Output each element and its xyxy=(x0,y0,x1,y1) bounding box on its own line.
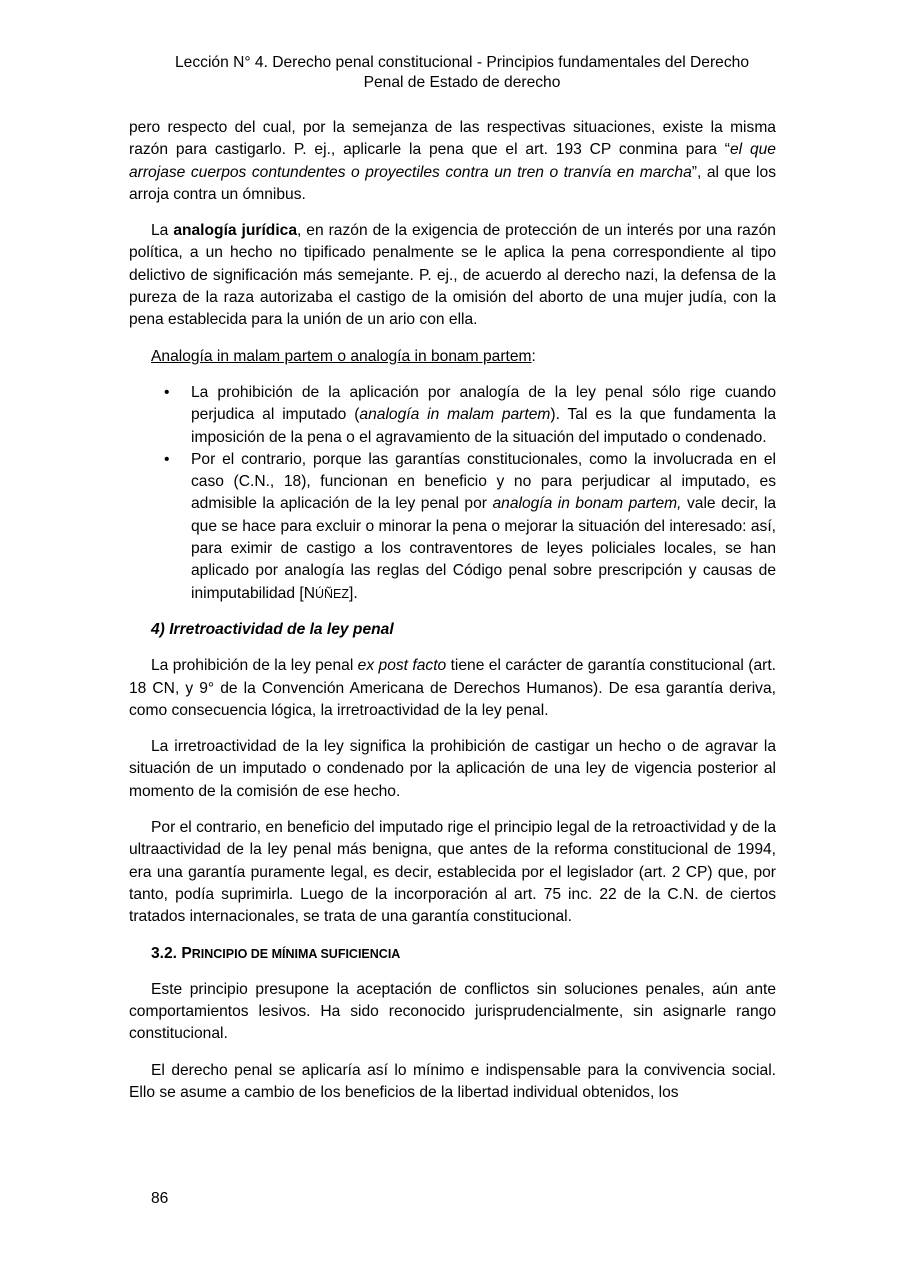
paragraph-irretroactividad: La irretroactividad de la ley significa la prohibición de castigar un hecho o de agravar la situación de un imputado o condenado por la aplicación de una ley de vigencia posterior al momento de la comisión de ese hecho. xyxy=(129,738,776,800)
section-heading-minima-suficiencia xyxy=(151,943,776,965)
b2-text-a: Por el contrario, porque las garantías constitucionales, como la involucrada en el caso (C.N., 18), funcionan en beneficio y no para perjudicar al imputado, es admisible la aplicación de la ley penal por xyxy=(191,450,776,513)
paragraph-continuation xyxy=(129,117,776,206)
p3-text-a: La prohibición de la ley penal xyxy=(151,657,358,675)
author-rest: ÚÑEZ xyxy=(314,586,349,601)
paragraph-derecho-penal: El derecho penal se aplicaría así lo mínimo e indispensable para la convivencia social. Ello se asume a cambio de los beneficios de la libertad individual obtenidos, los xyxy=(129,1061,776,1101)
p1-text-b: ”, al que los arroja contra un ómnibus. xyxy=(129,163,776,203)
page-body xyxy=(129,117,776,1104)
b1-text-a: La prohibición de la aplicación por analogía de la ley penal sólo rige cuando perjudica al imputado ( xyxy=(191,383,776,424)
b1-italic: analogía in malam partem xyxy=(359,406,551,424)
header-line-2: Penal de Estado de derecho xyxy=(363,74,561,91)
paragraph-principio: Este principio presupone la aceptación de conflictos sin soluciones penales, aún ante comportamientos lesivos. Ha sido reconocido jurisprudencialmente, sin asignarle rango constitucional. xyxy=(129,980,776,1043)
b2-italic: analogía in bonam partem, xyxy=(492,495,682,513)
b2-text-c: ]. xyxy=(349,584,358,602)
b1-text-b: ). Tal es la que fundamenta la imposición de la pena o el agravamiento de la situación del imputado o condenado. xyxy=(191,406,776,446)
bullet-list xyxy=(129,382,776,605)
subheading-colon: : xyxy=(531,347,536,365)
p3-italic: ex post facto xyxy=(357,657,447,675)
paragraph-ex-post-facto xyxy=(129,655,776,722)
header-line-1: Lección N° 4. Derecho penal constitucional - Principios fundamentales del Derecho xyxy=(175,54,749,71)
p3-text-b: tiene el carácter de garantía constitucional (art. 18 CN, y 9° de la Convención Americana de Derechos Humanos). De esa garantía deriva, como consecuencia lógica, la irretroactividad de la ley penal. xyxy=(129,657,776,719)
page-number: 86 xyxy=(151,1190,169,1207)
b2-text-b: vale decir, la que se hace para excluir o minorar la pena o mejorar la situación del interesado: así, para eximir de castigo a los contraventores de leyes policiales locales, se han aplicado por analogía las reglas del Código penal sobre prescripción y causas de inimputabilidad [ xyxy=(191,495,776,602)
bullet-item-bonam xyxy=(191,449,776,605)
bullet-item-malam xyxy=(191,382,776,449)
subheading-analogia xyxy=(151,346,776,368)
paragraph-analogia-juridica xyxy=(129,220,776,331)
h32-number: 3.2. xyxy=(151,944,182,962)
p1-text-a: pero respecto del cual, por la semejanza de las respectivas situaciones, existe la misma razón para castigarlo. P. ej., aplicarle la pena que el art. 193 CP conmina para “ xyxy=(129,119,776,159)
h32-initial: P xyxy=(181,944,192,962)
author-initial: N xyxy=(303,584,315,602)
p2-text-b: , en razón de la exigencia de protección de un interés por una razón política, a un hecho no tipificado penalmente se le aplica la pena correspondiente al tipo delictivo de significación más semejante. P. ej., de acuerdo al derecho nazi, la defensa de la pureza de la raza autorizaba el castigo de la omisión del aborto de una mujer judía, con la pena establecida para la unión de un ario con ella. xyxy=(129,222,776,329)
running-header xyxy=(128,53,796,93)
p2-bold-term: analogía jurídica xyxy=(173,222,297,240)
subheading-underlined: Analogía in malam partem o analogía in bonam partem xyxy=(151,347,532,365)
section-heading-irretroactividad: 4) Irretroactividad de la ley penal xyxy=(151,620,394,638)
h32-rest: RINCIPIO DE MÍNIMA SUFICIENCIA xyxy=(191,946,401,961)
paragraph-retroactividad: Por el contrario, en beneficio del imputado rige el principio legal de la retroactividad y de la ultraactividad de la ley penal más benigna, que antes de la reforma constitucional de 1994, era una garantía puramente legal, es decir, establecida por el legislador (art. 2 CP) que, por tanto, podía suprimirla. Luego de la incorporación al art. 75 inc. 22 de la C.N. de ciertos tratados internacionales, se trata de una garantía constitucional. xyxy=(129,819,776,926)
p2-text-a: La xyxy=(151,222,174,240)
p1-italic-quote: el que arrojase cuerpos contundentes o proyectiles contra un tren o tranvía en marcha xyxy=(129,141,776,181)
